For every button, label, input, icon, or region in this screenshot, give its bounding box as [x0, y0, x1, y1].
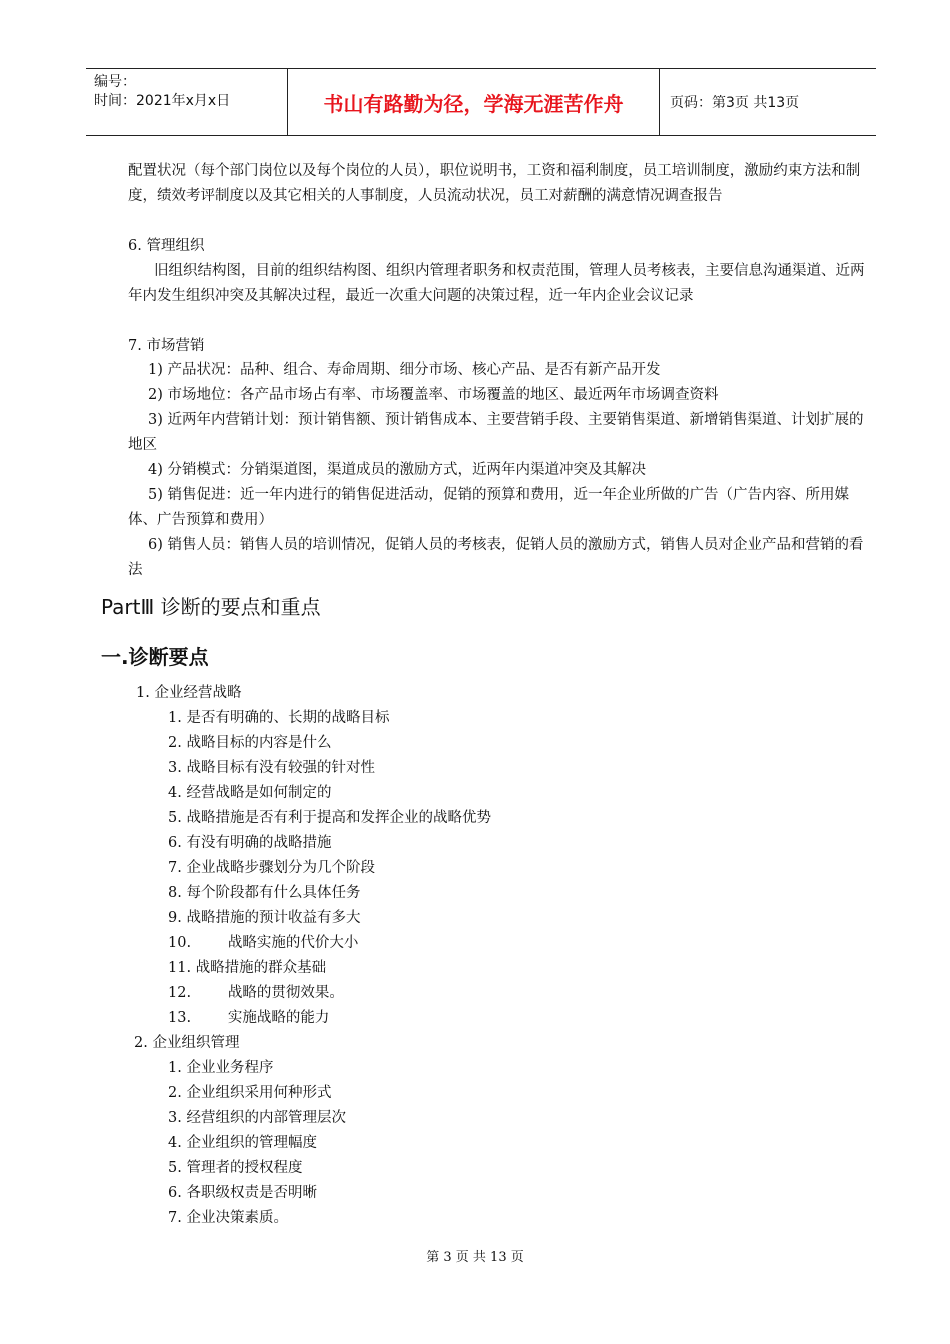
list-item: 1. 是否有明确的、长期的战略目标 — [168, 710, 390, 726]
list-item: 4. 企业组织的管理幅度 — [168, 1135, 317, 1151]
list-item: 7. 企业决策素质。 — [168, 1210, 288, 1226]
part-3-heading: PartⅢ 诊断的要点和重点 — [101, 595, 321, 619]
header-pagecode: 页码：第3页 共13页 — [670, 95, 800, 111]
page-header — [86, 68, 876, 136]
marketing-item-2: 2) 市场地位：各产品市场占有率、市场覆盖率、市场覆盖的地区、最近两年市场调查资料 — [148, 387, 719, 403]
list-item: 6. 各职级权责是否明晰 — [168, 1185, 317, 1201]
section-7-title: 7. 市场营销 — [128, 338, 205, 354]
marketing-item-4: 4) 分销模式：分销渠道图，渠道成员的激励方式，近两年内渠道冲突及其解决 — [148, 462, 646, 478]
list-item: 2. 战略目标的内容是什么 — [168, 735, 332, 751]
list-item: 6. 有没有明确的战略措施 — [168, 835, 332, 851]
paragraph-hr-config: 配置状况（每个部门岗位以及每个岗位的人员），职位说明书，工资和福利制度，员工培训制度，激励约束方法和制度，绩效考评制度以及其它相关的人事制度，人员流动状况，员工对薪酬的满意情况调查报告 — [128, 163, 861, 204]
list-item: 11. 战略措施的群众基础 — [168, 960, 327, 976]
header-left-cell — [86, 69, 288, 135]
list-item: 5. 管理者的授权程度 — [168, 1160, 303, 1176]
list-item: 4. 经营战略是如何制定的 — [168, 785, 332, 801]
marketing-item-5: 5) 销售促进：近一年内进行的销售促进活动，促销的预算和费用，近一年企业所做的广告（广告内容、所用媒体、广告预算和费用） — [128, 487, 849, 528]
list-item: 1. 企业业务程序 — [168, 1060, 274, 1076]
section-6-title: 6. 管理组织 — [128, 238, 205, 254]
section-6-text: 旧组织结构图，目前的组织结构图、组织内管理者职务和权责范围，管理人员考核表，主要信息沟通渠道、近两年内发生组织冲突及其解决过程，最近一次重大问题的决策过程，近一年内企业会议记录 — [128, 263, 865, 304]
header-bianhao: 编号： — [94, 74, 136, 90]
list-item: 5. 战略措施是否有利于提高和发挥企业的战略优势 — [168, 810, 491, 826]
header-motto: 书山有路勤为径，学海无涯苦作舟 — [288, 69, 660, 135]
group-2-title: 2. 企业组织管理 — [134, 1035, 240, 1051]
marketing-item-6: 6) 销售人员：销售人员的培训情况，促销人员的考核表，促销人员的激励方式，销售人员对企业产品和营销的看法 — [128, 537, 864, 578]
section-1-heading: 一.诊断要点 — [101, 645, 209, 669]
group-1-title: 1. 企业经营战略 — [136, 685, 242, 701]
list-item: 8. 每个阶段都有什么具体任务 — [168, 885, 361, 901]
marketing-item-3: 3) 近两年内营销计划：预计销售额、预计销售成本、主要营销手段、主要销售渠道、新增销售渠道、计划扩展的地区 — [128, 412, 864, 453]
list-item: 3. 经营组织的内部管理层次 — [168, 1110, 346, 1126]
header-time: 时间：2021年x月x日 — [94, 93, 231, 109]
list-item: 13. 实施战略的能力 — [168, 1010, 330, 1026]
list-item: 12. 战略的贯彻效果。 — [168, 985, 344, 1001]
page-footer: 第 3 页 共 13 页 — [426, 1250, 524, 1265]
marketing-item-1: 1) 产品状况：品种、组合、寿命周期、细分市场、核心产品、是否有新产品开发 — [148, 362, 661, 378]
list-item: 10. 战略实施的代价大小 — [168, 935, 359, 951]
list-item: 7. 企业战略步骤划分为几个阶段 — [168, 860, 375, 876]
list-item: 3. 战略目标有没有较强的针对性 — [168, 760, 375, 776]
list-item: 2. 企业组织采用何种形式 — [168, 1085, 332, 1101]
list-item: 9. 战略措施的预计收益有多大 — [168, 910, 361, 926]
